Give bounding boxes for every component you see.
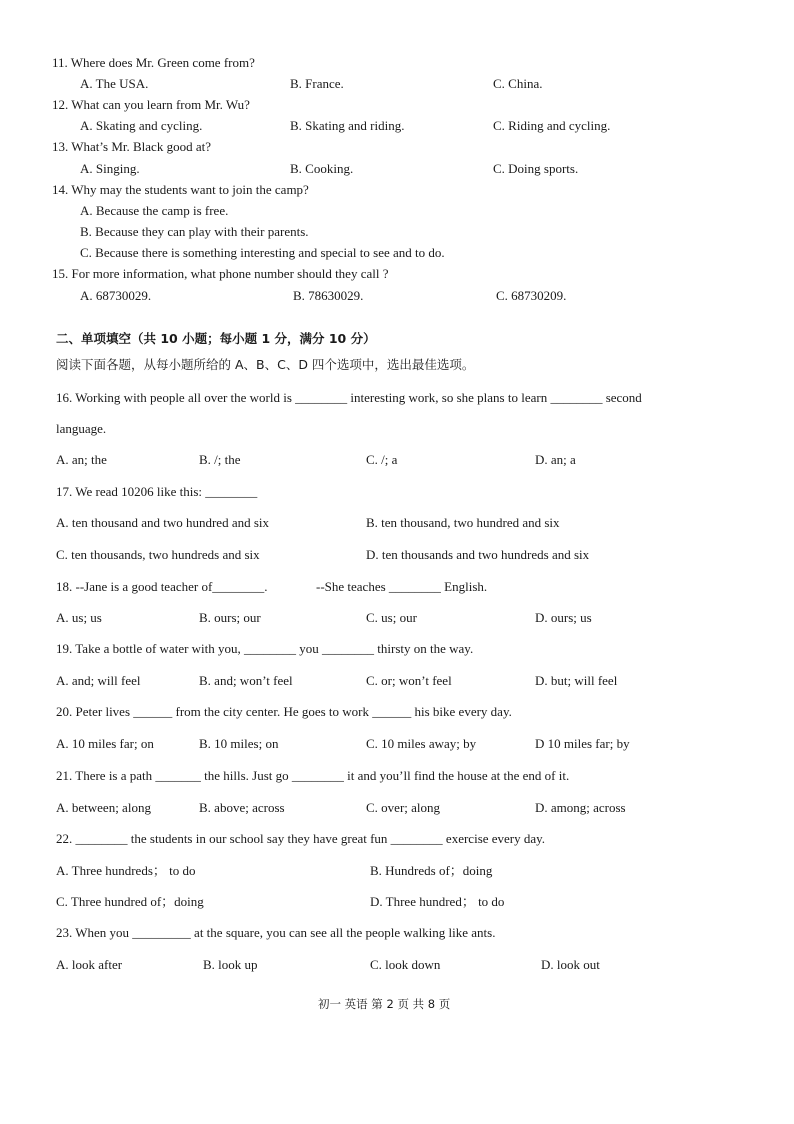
q13-option-a: A. Singing. [80,161,140,176]
q18-option-c: C. us; our [366,610,417,625]
q17-option-a: A. ten thousand and two hundred and six [56,515,270,530]
q20-stem: 20. Peter lives ______ from the city center. He goes to work ______ his bike every day. [56,704,512,719]
q19-option-a: A. and; will feel [56,673,141,688]
q14-option-a: A. Because the camp is free. [80,203,229,218]
q22-option-a: A. Three hundreds； to do [56,863,196,878]
q12-stem: 12. What can you learn from Mr. Wu? [52,97,250,112]
q18-option-d: D. ours; us [535,610,592,625]
q13-option-b: B. Cooking. [290,161,354,176]
q23-option-d: D. look out [541,957,600,972]
q15-option-b: B. 78630029. [293,288,364,303]
q20-option-d: D 10 miles far; by [535,736,630,751]
q16-stem: 16. Working with people all over the world is ________ interesting work, so she plans to learn ________ second [56,390,642,405]
q21-stem: 21. There is a path _______ the hills. Just go ________ it and you’ll find the house at the end of it. [56,768,570,783]
q22-option-d: D. Three hundred； to do [370,894,505,909]
q23-stem: 23. When you _________ at the square, you can see all the people walking like ants. [56,925,496,940]
section-title: 二、单项填空（共 10 小题；每小题 1 分，满分 10 分） [56,331,376,346]
q12-option-c: C. Riding and cycling. [493,118,611,133]
q14-stem: 14. Why may the students want to join the camp? [52,182,309,197]
q16-option-b: B. /; the [199,452,241,467]
q18-option-a: A. us; us [56,610,102,625]
q14-option-c: C. Because there is something interesting and special to see and to do. [80,245,445,260]
q19-option-c: C. or; won’t feel [366,673,452,688]
q11-option-b: B. France. [290,76,344,91]
q11-option-c: C. China. [493,76,543,91]
q19-option-b: B. and; won’t feel [199,673,293,688]
q15-stem: 15. For more information, what phone number should they call ? [52,266,389,281]
q17-stem: 17. We read 10206 like this: ________ [56,484,258,499]
q16-option-d: D. an; a [535,452,576,467]
q21-option-c: C. over; along [366,800,441,815]
q12-option-a: A. Skating and cycling. [80,118,203,133]
q16-stem-cont: language. [56,421,107,436]
q21-option-a: A. between; along [56,800,151,815]
q16-option-c: C. /; a [366,452,398,467]
q20-option-a: A. 10 miles far; on [56,736,154,751]
q17-option-b: B. ten thousand, two hundred and six [366,515,560,530]
q15-option-c: C. 68730209. [496,288,567,303]
q23-option-b: B. look up [203,957,258,972]
section-instruction: 阅读下面各题，从每小题所给的 A、B、C、D 四个选项中，选出最佳选项。 [56,357,475,372]
q23-option-a: A. look after [56,957,123,972]
q14-option-b: B. Because they can play with their parents. [80,224,309,239]
q17-option-d: D. ten thousands and two hundreds and six [366,547,590,562]
q18-stem: 18. --Jane is a good teacher of________. [56,579,268,594]
q18-stem-b: --She teaches ________ English. [316,579,488,594]
q22-option-c: C. Three hundred of；doing [56,894,204,909]
q11-option-a: A. The USA. [80,76,149,91]
q13-stem: 13. What’s Mr. Black good at? [52,139,211,154]
q11-stem: 11. Where does Mr. Green come from? [52,55,255,70]
q12-option-b: B. Skating and riding. [290,118,405,133]
q21-option-d: D. among; across [535,800,626,815]
q20-option-c: C. 10 miles away; by [366,736,477,751]
q19-stem: 19. Take a bottle of water with you, ________ you ________ thirsty on the way. [56,641,474,656]
q16-option-a: A. an; the [56,452,107,467]
q21-option-b: B. above; across [199,800,285,815]
page-footer: 初一 英语 第 2 页 共 8 页 [318,997,451,1011]
q22-option-b: B. Hundreds of；doing [370,863,493,878]
q23-option-c: C. look down [370,957,441,972]
q22-stem: 22. ________ the students in our school say they have great fun ________ exercise every day. [56,831,546,846]
q17-option-c: C. ten thousands, two hundreds and six [56,547,260,562]
q18-option-b: B. ours; our [199,610,261,625]
q19-option-d: D. but; will feel [535,673,618,688]
q20-option-b: B. 10 miles; on [199,736,279,751]
q15-option-a: A. 68730029. [80,288,152,303]
q13-option-c: C. Doing sports. [493,161,579,176]
